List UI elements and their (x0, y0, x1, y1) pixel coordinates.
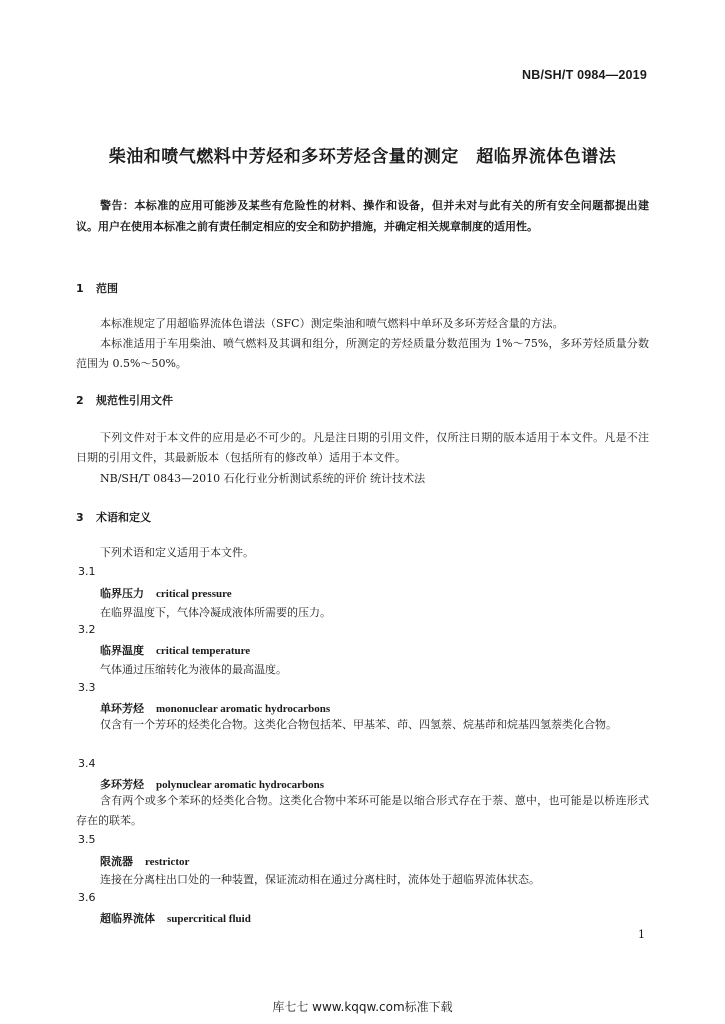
term-definition: 含有两个或多个苯环的烃类化合物。这类化合物中苯环可能是以缩合形式存在于萘、蒽中，也可能是以桥连形式存在的联苯。 (76, 794, 649, 827)
term-heading (100, 853, 189, 869)
term-definition: 气体通过压缩转化为液体的最高温度。 (100, 663, 287, 676)
normative-reference: NB/SH/T 0843—2010 石化行业分析测试系统的评价 统计技术法 (100, 472, 426, 485)
term-chinese: 多环芳烃 (100, 778, 144, 791)
term-english: restrictor (145, 856, 190, 868)
term-number: 3.6 (78, 891, 96, 904)
term-heading (100, 776, 324, 792)
page-number: 1 (638, 928, 645, 941)
term-definition: 仅含有一个芳环的烃类化合物。这类化合物包括苯、甲基苯、茚、四氢萘、烷基茚和烷基四氢萘类化合物。 (100, 718, 617, 731)
term-heading (100, 700, 330, 716)
section-1-paragraph-2: 本标准适用于车用柴油、喷气燃料及其调和组分，所测定的芳烃质量分数范围为 1%～75%，多环芳烃质量分数范围为 0.5%～50%。 (76, 337, 649, 370)
section-number: 1 (76, 282, 84, 295)
term-number: 3.4 (78, 757, 96, 770)
term-english: critical pressure (156, 588, 232, 600)
warning-paragraph: 警告：本标准的应用可能涉及某些有危险性的材料、操作和设备，但并未对与此有关的所有安全问题都提出建议。用户在使用本标准之前有责任制定相应的安全和防护措施，并确定相关规章制度的适用性。 (76, 199, 649, 233)
term-heading (100, 585, 232, 601)
term-chinese: 单环芳烃 (100, 702, 144, 715)
term-english: critical temperature (156, 645, 251, 657)
term-definition: 在临界温度下，气体冷凝成液体所需要的压力。 (100, 606, 331, 619)
term-definition: 连接在分离柱出口处的一种装置，保证流动相在通过分离柱时，流体处于超临界流体状态。 (100, 873, 540, 886)
term-number: 3.1 (78, 565, 96, 578)
term-chinese: 临界压力 (100, 587, 144, 600)
term-english: mononuclear aromatic hydrocarbons (156, 703, 331, 715)
standard-code: NB/SH/T 0984—2019 (522, 68, 647, 82)
section-1-paragraph-1: 本标准规定了用超临界流体色谱法（SFC）测定柴油和喷气燃料中单环及多环芳烃含量的方法。 (100, 317, 564, 330)
section-3-heading (76, 509, 151, 525)
section-2-heading (76, 392, 173, 408)
section-2-paragraph-1: 下列文件对于本文件的应用是必不可少的。凡是注日期的引用文件，仅所注日期的版本适用于本文件。凡是不注日期的引用文件，其最新版本（包括所有的修改单）适用于本文件。 (76, 431, 649, 464)
term-number: 3.5 (78, 833, 96, 846)
section-1-heading (76, 280, 118, 296)
term-number: 3.3 (78, 681, 96, 694)
term-chinese: 临界温度 (100, 644, 144, 657)
document-title: 柴油和喷气燃料中芳烃和多环芳烃含量的测定 超临界流体色谱法 (108, 147, 617, 167)
term-english: polynuclear aromatic hydrocarbons (156, 779, 325, 791)
term-heading (100, 642, 250, 658)
section-3-intro: 下列术语和定义适用于本文件。 (100, 546, 254, 559)
section-number: 2 (76, 394, 84, 407)
term-chinese: 限流器 (100, 855, 133, 868)
section-title: 范围 (96, 282, 118, 295)
section-title: 规范性引用文件 (96, 394, 173, 407)
section-title: 术语和定义 (96, 511, 151, 524)
term-number: 3.2 (78, 623, 96, 636)
term-english: supercritical fluid (167, 913, 251, 925)
section-number: 3 (76, 511, 84, 524)
term-chinese: 超临界流体 (100, 912, 155, 925)
term-heading (100, 910, 251, 926)
footer-watermark[interactable]: 库七七 www.kqqw.com标准下载 (272, 1000, 453, 1014)
